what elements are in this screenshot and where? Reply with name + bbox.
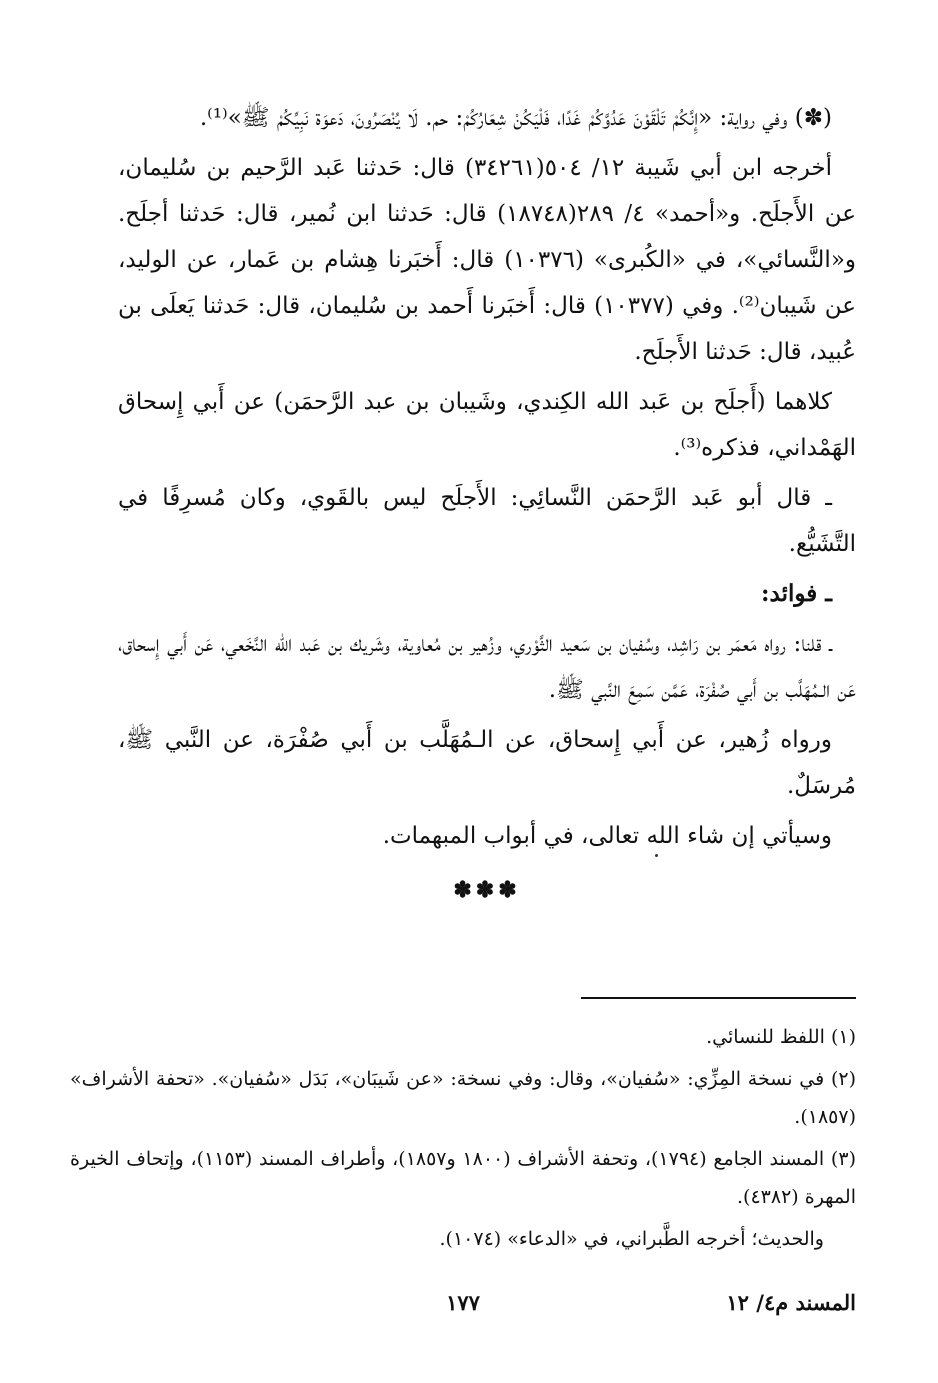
closing-note: وسيأتي إن شاء الله تعالى، في أبواب المبهمات. — [382, 823, 832, 849]
mursal-paragraph: ورواه زُهير، عن أَبي إِسحاق، عن الـمُهَلَّب بن أَبي صُفْرَة، عن النَّبي ﷺ، مُرسَلٌ. — [118, 727, 856, 799]
benefits-paragraph: ـ قلنا: رواه مَعمَر بن رَاشِد، وسُفيان بن سَعيد الثَّوْري، وزُهير بن مُعاوية، وشَريك بن عَبد الله النَّخَعي، عَن أَبي إِسحاق، عَن الـمُهَلَّب بن أَبي صُفْرَة، عَمَّن سَمِعَ النَّبي ﷺ. — [118, 631, 856, 703]
footnote-3: (٣) المسند الجامع (١٧٩٤)، وتحفة الأشراف (١٨٠٠ و١٨٥٧)، وأطراف المسند (١١٥٣)، وإتحاف الخيرة المهرة (٤٣٨٢). — [70, 1148, 856, 1208]
footnotes-block — [70, 1018, 856, 1262]
volume-signature: المسند م٤/ ١٢ — [726, 1290, 856, 1315]
footnote-separator — [581, 997, 856, 999]
page-number: ١٧٧ — [446, 1290, 480, 1315]
takhrij-paragraph: أخرجه ابن أبي شَيبة ١٢/ ٥٠٤(٣٤٢٦١) قال: حَدثنا عَبد الرَّحيم بن سُليمان، عن الأَجلَح. و«أحمد» ٤/ ٢٨٩(١٨٧٤٨) قال: حَدثنا ابن نُمير، قال: حَدثنا أجلَح. و«النَّسائي»، في «الكُبرى» (١٠٣٧٦) قال: أَخبَرنا هِشام بن عَمار، عن الوليد، عن شَيبان⁽²⁾. وفي (١٠٣٧٧) قال: أَخبَرنا أَحمد بن سُليمان، قال: حَدثنا يَعلَى بن عُبيد، قال: حَدثنا الأَجلَح. — [118, 155, 857, 365]
speck-mark — [655, 854, 658, 857]
section-divider-stars: ✽✽✽ — [453, 877, 521, 903]
footnote-3-continuation: والحديث؛ أخرجه الطَّبراني، في «الدعاء» (١٠٧٤). — [439, 1228, 824, 1250]
footnote-2: (٢) في نسخة المِزِّي: «سُفيان»، وقال: وفي نسخة: «عن شَيبَان»، بَدَل «سُفيان». «تحفة الأشراف» (١٨٥٧). — [70, 1068, 856, 1128]
page-footer — [70, 1290, 856, 1330]
hadith-text: (✽) وفي رواية: «إِنَّكُمْ تَلْقَوْنَ عَدُوَّكُمْ غَدًا، فَلْيَكُنْ شِعَارُكُمْ: حم. لَا يُنْصَرُونَ، دَعوَة نَبِيِّكُمْ ﷺ»⁽¹⁾. — [199, 105, 832, 131]
nasai-comment: ـ قال أبو عَبد الرَّحمَن النَّسائِي: الأَجلَح ليس بالقَوي، وكان مُسرِفًا في التَّشَيُّع. — [118, 485, 856, 557]
isnad-summary: كلاهما (أَجلَح بن عَبد الله الكِندي، وشَيبان بن عبد الرَّحمَن) عن أَبي إِسحاق الهَمْداني، فذكره⁽³⁾. — [118, 389, 856, 461]
footnote-1: (١) اللفظ للنسائي. — [706, 1026, 856, 1048]
benefits-heading: ـ فوائد: — [761, 580, 832, 607]
main-text-block — [118, 95, 856, 917]
